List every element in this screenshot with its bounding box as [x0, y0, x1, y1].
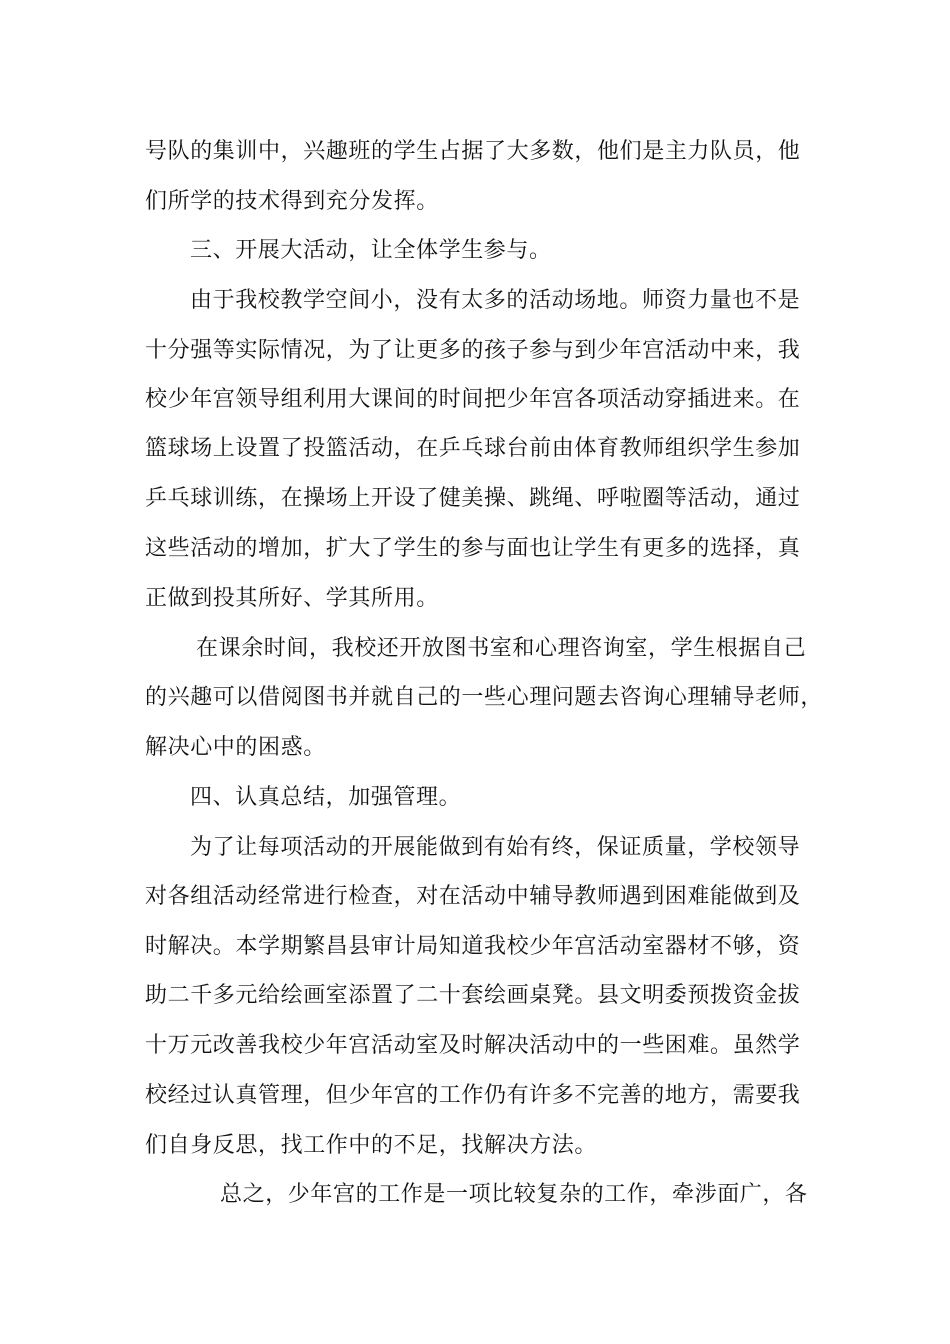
section-heading: 三、开展大活动，让全体学生参与。	[190, 238, 552, 263]
text-line: 乒乓球训练，在操场上开设了健美操、跳绳、呼啦圈等活动，通过	[145, 486, 801, 511]
text-line: 的兴趣可以借阅图书并就自己的一些心理问题去咨询心理辅导老师，	[145, 685, 824, 710]
text-line: 在课余时间，我校还开放图书室和心理咨询室，学生根据自己	[196, 636, 807, 661]
text-line: 这些活动的增加，扩大了学生的参与面也让学生有更多的选择，真	[145, 536, 801, 561]
text-line: 十分强等实际情况，为了让更多的孩子参与到少年宫活动中来，我	[145, 338, 801, 363]
text-line: 对各组活动经常进行检查，对在活动中辅导教师遇到困难能做到及	[145, 884, 801, 909]
text-line: 校少年宫领导组利用大课间的时间把少年宫各项活动穿插进来。在	[145, 387, 801, 412]
section-heading: 四、认真总结，加强管理。	[190, 785, 462, 810]
text-line: 篮球场上设置了投篮活动，在乒乓球台前由体育教师组织学生参加	[145, 436, 801, 461]
text-line: 为了让每项活动的开展能做到有始有终，保证质量，学校领导	[190, 835, 801, 860]
text-line: 十万元改善我校少年宫活动室及时解决活动中的一些困难。虽然学	[145, 1033, 801, 1058]
text-line: 校经过认真管理，但少年宫的工作仍有许多不完善的地方，需要我	[145, 1083, 801, 1108]
text-line: 由于我校教学空间小，没有太多的活动场地。师资力量也不是	[190, 288, 801, 313]
text-line: 解决心中的困惑。	[145, 735, 326, 760]
text-line: 正做到投其所好、学其所用。	[145, 586, 439, 611]
text-line: 助二千多元给绘画室添置了二十套绘画桌凳。县文明委预拨资金拔	[145, 983, 801, 1008]
text-line: 们所学的技术得到充分发挥。	[145, 189, 439, 214]
text-line: 总之，少年宫的工作是一项比较复杂的工作，牵涉面广，各	[220, 1182, 808, 1207]
text-line: 们自身反思，找工作中的不足，找解决方法。	[145, 1133, 598, 1158]
text-line: 号队的集训中，兴趣班的学生占据了大多数，他们是主力队员，他	[145, 139, 801, 164]
text-line: 时解决。本学期繁昌县审计局知道我校少年宫活动室器材不够，资	[145, 934, 801, 959]
